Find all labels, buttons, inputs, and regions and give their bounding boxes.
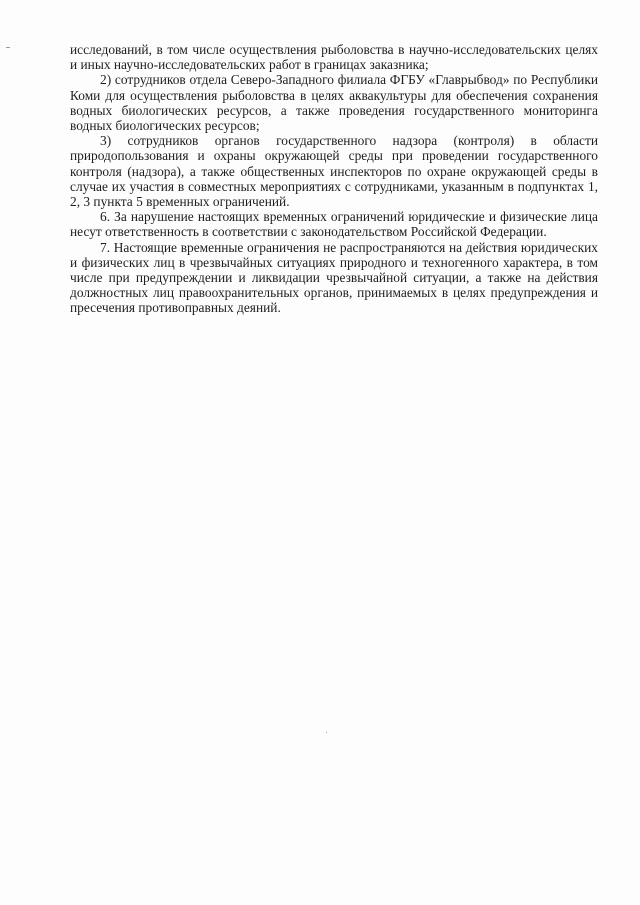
paragraph-clause-7: 7. Настоящие временные ограничения не распространяются на действия юридических и физических лиц в чрезвычайных ситуациях природного и техногенного характера, в том числе при предупреждении и ликвидации чрезвычайной ситуации, а также на действия должностных лиц правоохранительных органов, принимаемых в целях предупреждения и пресечения противоправных деяний. xyxy=(70,239,598,316)
scan-margin-mark xyxy=(6,47,10,48)
scan-speck xyxy=(326,732,327,733)
paragraph-item-2: 2) сотрудников отдела Северо-Западного филиала ФГБУ «Главрыбвод» по Республики Коми для осуществления рыболовства в целях аквакультуры для обеспечения сохранения водных биологических ресурсов, а также проведения государственного мониторинга водных биологических ресурсов; xyxy=(70,72,598,134)
paragraph-clause-6: 6. За нарушение настоящих временных ограничений юридические и физические лица несут ответственность в соответствии с законодательством Российской Федерации. xyxy=(70,209,598,240)
paragraph-continuation: исследований, в том числе осуществления рыболовства в научно-исследовательских целях и иных научно-исследовательских работ в границах заказника; xyxy=(70,42,598,73)
paragraph-item-3: 3) сотрудников органов государственного надзора (контроля) в области природопользования и охраны окружающей среды при проведении государственного контроля (надзора), а также общественных инспекторов по охране окружающей среды в случае их участия в совместных мероприятиях с сотрудниками, указанным в подпунктах 1, 2, 3 пункта 5 временных ограничений. xyxy=(70,133,598,210)
document-body xyxy=(70,42,598,316)
